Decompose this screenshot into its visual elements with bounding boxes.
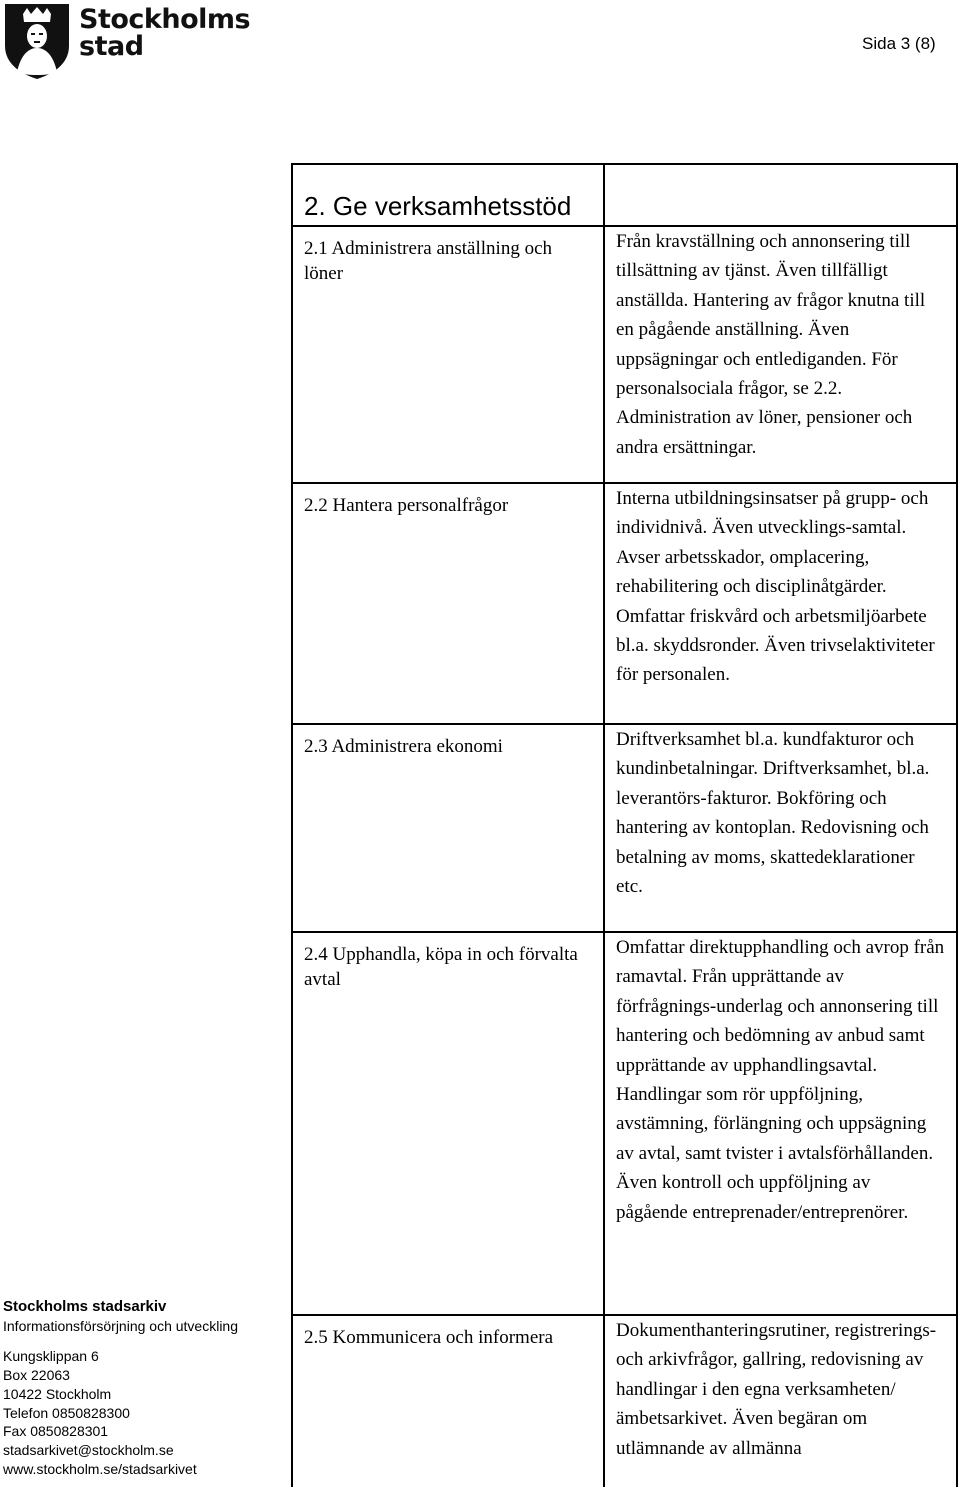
postal-address: 10422 Stockholm — [3, 1385, 112, 1402]
row-description-cell — [604, 932, 957, 1315]
row-description-cell — [604, 226, 957, 483]
page-number: Sida 3 (8) — [862, 34, 936, 53]
box-address: Box 22063 — [3, 1367, 70, 1384]
row-title-cell — [292, 1315, 604, 1487]
section-heading: 2. Ge verksamhetsstöd — [292, 164, 604, 226]
activity-table — [291, 163, 958, 1487]
org-name: Stockholms stadsarkiv — [3, 1298, 167, 1315]
heading-empty-cell — [604, 164, 957, 226]
address: Kungsklippan 6 — [3, 1348, 99, 1365]
table-row — [292, 724, 957, 932]
row-title-cell — [292, 483, 604, 724]
logo-text-line2: stad — [79, 31, 144, 62]
website: www.stockholm.se/stadsarkivet — [3, 1460, 197, 1477]
row-title-cell — [292, 932, 604, 1315]
row-title: 2.5 Kommunicera och informera — [304, 1327, 554, 1348]
table-row — [292, 1315, 957, 1487]
table-row — [292, 483, 957, 724]
row-title: 2.1 Administrera anställning och löner — [304, 238, 553, 284]
row-title: 2.3 Administrera ekonomi — [304, 736, 503, 757]
row-description: Dokumenthanteringsrutiner, registrerings- och arkivfrågor, gallring, redovisning av handlingar i den egna verksamheten/ämbetsarkivet. Även begäran om utlämnande av allmänna — [616, 1320, 937, 1459]
table-heading-row — [292, 164, 957, 226]
row-description-cell — [604, 724, 957, 932]
row-description-cell — [604, 483, 957, 724]
contact-footer — [3, 1298, 288, 1478]
table-row — [292, 932, 957, 1315]
fax-number: Fax 0850828301 — [3, 1423, 109, 1440]
row-description: Omfattar direktupphandling och avrop från ramavtal. Från upprättande av förfrågnings-underlag och annonsering till hantering och bedömning av anbud samt upprättande av upphandlingsavtal. Handlingar som rör uppföljning, avstämning, förlängning och uppsägning av avtal, samt tvister i avtalsförhållanden. Även kontroll och uppföljning av pågående entreprenader/entreprenörer. — [616, 937, 945, 1223]
row-title-cell — [292, 724, 604, 932]
row-title: 2.4 Upphandla, köpa in och förvalta avtal — [304, 944, 578, 990]
row-title-cell — [292, 226, 604, 483]
table-row — [292, 226, 957, 483]
stockholm-logo — [3, 2, 251, 82]
row-title: 2.2 Hantera personalfrågor — [304, 495, 509, 516]
row-description: Driftverksamhet bl.a. kundfakturor och kundinbetalningar. Driftverksamhet, bl.a. leverantörs-fakturor. Bokföring och hantering av kontoplan. Redovisning och betalning av moms, skattedeklarationer etc. — [616, 729, 930, 898]
crest-icon — [3, 2, 71, 80]
department: Informationsförsörjning och utveckling — [3, 1317, 239, 1334]
email-address: stadsarkivet@stockholm.se — [3, 1441, 174, 1458]
row-description-cell — [604, 1315, 957, 1487]
row-description: Interna utbildningsinsatser på grupp- och individnivå. Även utvecklings-samtal. Avser arbetsskador, omplacering, rehabilitering och disciplinåtgärder. Omfattar friskvård och arbetsmiljöarbete bl.a. skyddsronder. Även trivselaktiviteter för personalen. — [616, 488, 935, 686]
row-description: Från kravställning och annonsering till tillsättning av tjänst. Även tillfälligt anställda. Hantering av frågor knutna till en pågående anställning. Även uppsägningar och entlediganden. För personalsociala frågor, se 2.2. Administration av löner, pensioner och andra ersättningar. — [616, 231, 926, 458]
logo-text-line1: Stockholms — [79, 4, 251, 35]
phone-number: Telefon 0850828300 — [3, 1404, 130, 1421]
